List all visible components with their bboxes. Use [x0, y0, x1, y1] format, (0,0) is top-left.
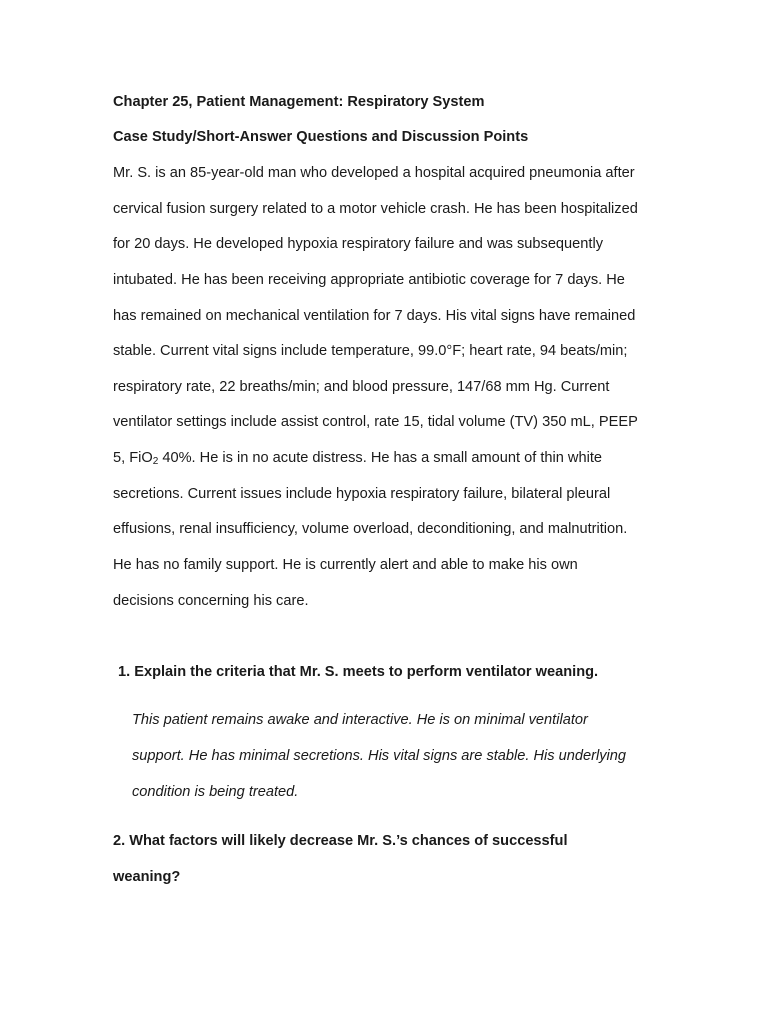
case-line-fio2 [113, 449, 602, 471]
answer-1-line: This patient remains awake and interactive. He is on minimal ventilator [132, 712, 588, 728]
fio2-prefix: 5, FiO [113, 450, 153, 466]
case-line: decisions concerning his care. [113, 593, 309, 609]
fio2-rest: 40%. He is in no acute distress. He has a small amount of thin white [158, 450, 603, 466]
case-line: has remained on mechanical ventilation for 7 days. His vital signs have remained [113, 308, 636, 324]
answer-1-line: support. He has minimal secretions. His vital signs are stable. His underlying [132, 748, 626, 764]
case-line: effusions, renal insufficiency, volume overload, deconditioning, and malnutrition. [113, 521, 628, 537]
section-title: Case Study/Short-Answer Questions and Discussion Points [113, 129, 529, 145]
chapter-title: Chapter 25, Patient Management: Respiratory System [113, 94, 485, 110]
question-2-line: weaning? [113, 869, 181, 885]
case-line: stable. Current vital signs include temperature, 99.0°F; heart rate, 94 beats/min; [113, 343, 628, 359]
case-line: ventilator settings include assist control, rate 15, tidal volume (TV) 350 mL, PEEP [113, 414, 638, 430]
case-line: cervical fusion surgery related to a motor vehicle crash. He has been hospitalized [113, 201, 638, 217]
case-line: intubated. He has been receiving appropriate antibiotic coverage for 7 days. He [113, 272, 625, 288]
fio2-subscript: 2 [152, 456, 159, 467]
case-line: secretions. Current issues include hypoxia respiratory failure, bilateral pleural [113, 486, 611, 502]
case-line: He has no family support. He is currently alert and able to make his own [113, 557, 578, 573]
question-2-line: 2. What factors will likely decrease Mr. S.’s chances of successful [113, 833, 568, 849]
case-line: respiratory rate, 22 breaths/min; and blood pressure, 147/68 mm Hg. Current [113, 379, 610, 395]
question-1: 1. Explain the criteria that Mr. S. meets to perform ventilator weaning. [118, 664, 599, 680]
answer-1-line: condition is being treated. [132, 784, 299, 800]
case-line: Mr. S. is an 85-year-old man who developed a hospital acquired pneumonia after [113, 165, 635, 181]
case-line: for 20 days. He developed hypoxia respiratory failure and was subsequently [113, 236, 603, 252]
